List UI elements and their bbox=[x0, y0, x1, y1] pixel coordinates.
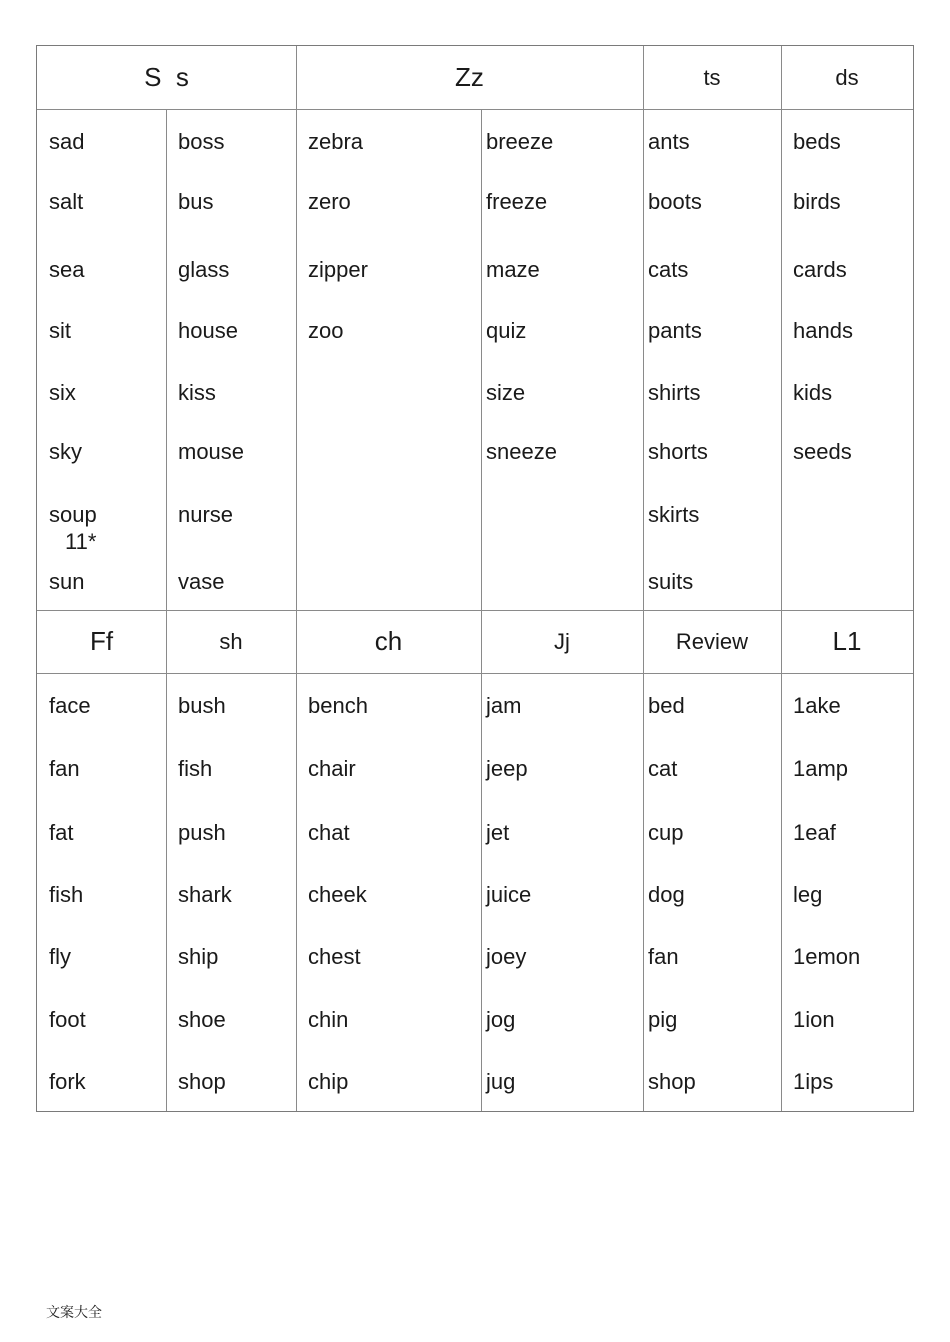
column-divider bbox=[296, 46, 297, 1111]
word: maze bbox=[486, 257, 540, 282]
word: 1eaf bbox=[793, 820, 836, 845]
header-ch: ch bbox=[374, 626, 403, 656]
word: fan bbox=[648, 944, 679, 969]
word: jeep bbox=[486, 756, 528, 781]
word: chin bbox=[308, 1007, 349, 1032]
word: push bbox=[178, 820, 226, 845]
word: quiz bbox=[486, 318, 527, 343]
word: 1ion bbox=[793, 1007, 835, 1032]
word: 1ips bbox=[793, 1069, 834, 1094]
word: joey bbox=[486, 944, 527, 969]
word: jam bbox=[486, 693, 522, 718]
header-zz: Zz bbox=[455, 62, 484, 92]
header-ts: ts bbox=[703, 64, 721, 90]
column-divider bbox=[643, 46, 644, 1111]
word: 1ake bbox=[793, 693, 841, 718]
word: boss bbox=[178, 129, 225, 154]
word: house bbox=[178, 318, 238, 343]
word: pants bbox=[648, 318, 702, 343]
word: mouse bbox=[178, 439, 245, 464]
header-s: S s bbox=[144, 62, 189, 92]
word: fish bbox=[49, 882, 84, 907]
word: zoo bbox=[308, 318, 344, 343]
word: kids bbox=[793, 380, 833, 405]
word: fly bbox=[49, 944, 71, 969]
word: nurse bbox=[178, 502, 234, 527]
word: chat bbox=[308, 820, 350, 845]
header-l1: L1 bbox=[832, 626, 862, 656]
word: chest bbox=[308, 944, 361, 969]
word: jog bbox=[486, 1007, 516, 1032]
column-divider bbox=[781, 46, 782, 1111]
word: shoe bbox=[178, 1007, 226, 1032]
word: jug bbox=[486, 1069, 516, 1094]
word: ants bbox=[648, 129, 690, 154]
word: fat bbox=[49, 820, 74, 845]
word: freeze bbox=[486, 189, 548, 214]
word: fan bbox=[49, 756, 80, 781]
word: hands bbox=[793, 318, 853, 343]
word: sneeze bbox=[486, 439, 557, 464]
word: ship bbox=[178, 944, 219, 969]
word: vase bbox=[178, 569, 225, 594]
word: soup bbox=[49, 502, 97, 527]
word: salt bbox=[49, 189, 84, 214]
header-jj: Jj bbox=[554, 628, 570, 654]
word: cheek bbox=[308, 882, 367, 907]
word: cards bbox=[793, 257, 847, 282]
word: cup bbox=[648, 820, 684, 845]
word: dog bbox=[648, 882, 685, 907]
footer-caption: 文案大全 bbox=[46, 1305, 102, 1321]
word: 1emon bbox=[793, 944, 861, 969]
word: zero bbox=[308, 189, 351, 214]
word: shorts bbox=[648, 439, 708, 464]
word: fish bbox=[178, 756, 213, 781]
word: face bbox=[49, 693, 91, 718]
word: 1amp bbox=[793, 756, 849, 781]
phonics-word-table bbox=[36, 45, 914, 1112]
word: skirts bbox=[648, 502, 700, 527]
word: sad bbox=[49, 129, 85, 154]
word: six bbox=[49, 380, 76, 405]
word: shark bbox=[178, 882, 232, 907]
word: beds bbox=[793, 129, 841, 154]
word: bush bbox=[178, 693, 226, 718]
word: juice bbox=[486, 882, 532, 907]
header-ds: ds bbox=[835, 64, 859, 90]
header-review: Review bbox=[675, 628, 749, 654]
word: bus bbox=[178, 189, 214, 214]
word: jet bbox=[486, 820, 510, 845]
word: chair bbox=[308, 756, 356, 781]
header-sh: sh bbox=[219, 628, 243, 654]
word: glass bbox=[178, 257, 230, 282]
word: leg bbox=[793, 882, 823, 907]
word: boots bbox=[648, 189, 702, 214]
word: bed bbox=[648, 693, 685, 718]
word: bench bbox=[308, 693, 368, 718]
word: pig bbox=[648, 1007, 678, 1032]
word: shirts bbox=[648, 380, 701, 405]
word: sky bbox=[49, 439, 82, 464]
word: shop bbox=[178, 1069, 226, 1094]
word: shop bbox=[648, 1069, 696, 1094]
word: suits bbox=[648, 569, 694, 594]
header-ff: Ff bbox=[89, 626, 114, 656]
word: seeds bbox=[793, 439, 852, 464]
annotation-note: 11* bbox=[65, 529, 97, 554]
word: kiss bbox=[178, 380, 216, 405]
word: birds bbox=[793, 189, 841, 214]
word: cat bbox=[648, 756, 678, 781]
word: foot bbox=[49, 1007, 86, 1032]
word: sea bbox=[49, 257, 85, 282]
word: sun bbox=[49, 569, 85, 594]
word: zipper bbox=[308, 257, 368, 282]
word: breeze bbox=[486, 129, 554, 154]
word: sit bbox=[49, 318, 71, 343]
word: zebra bbox=[308, 129, 364, 154]
word: fork bbox=[49, 1069, 86, 1094]
word: size bbox=[486, 380, 526, 405]
word: chip bbox=[308, 1069, 349, 1094]
word: cats bbox=[648, 257, 689, 282]
